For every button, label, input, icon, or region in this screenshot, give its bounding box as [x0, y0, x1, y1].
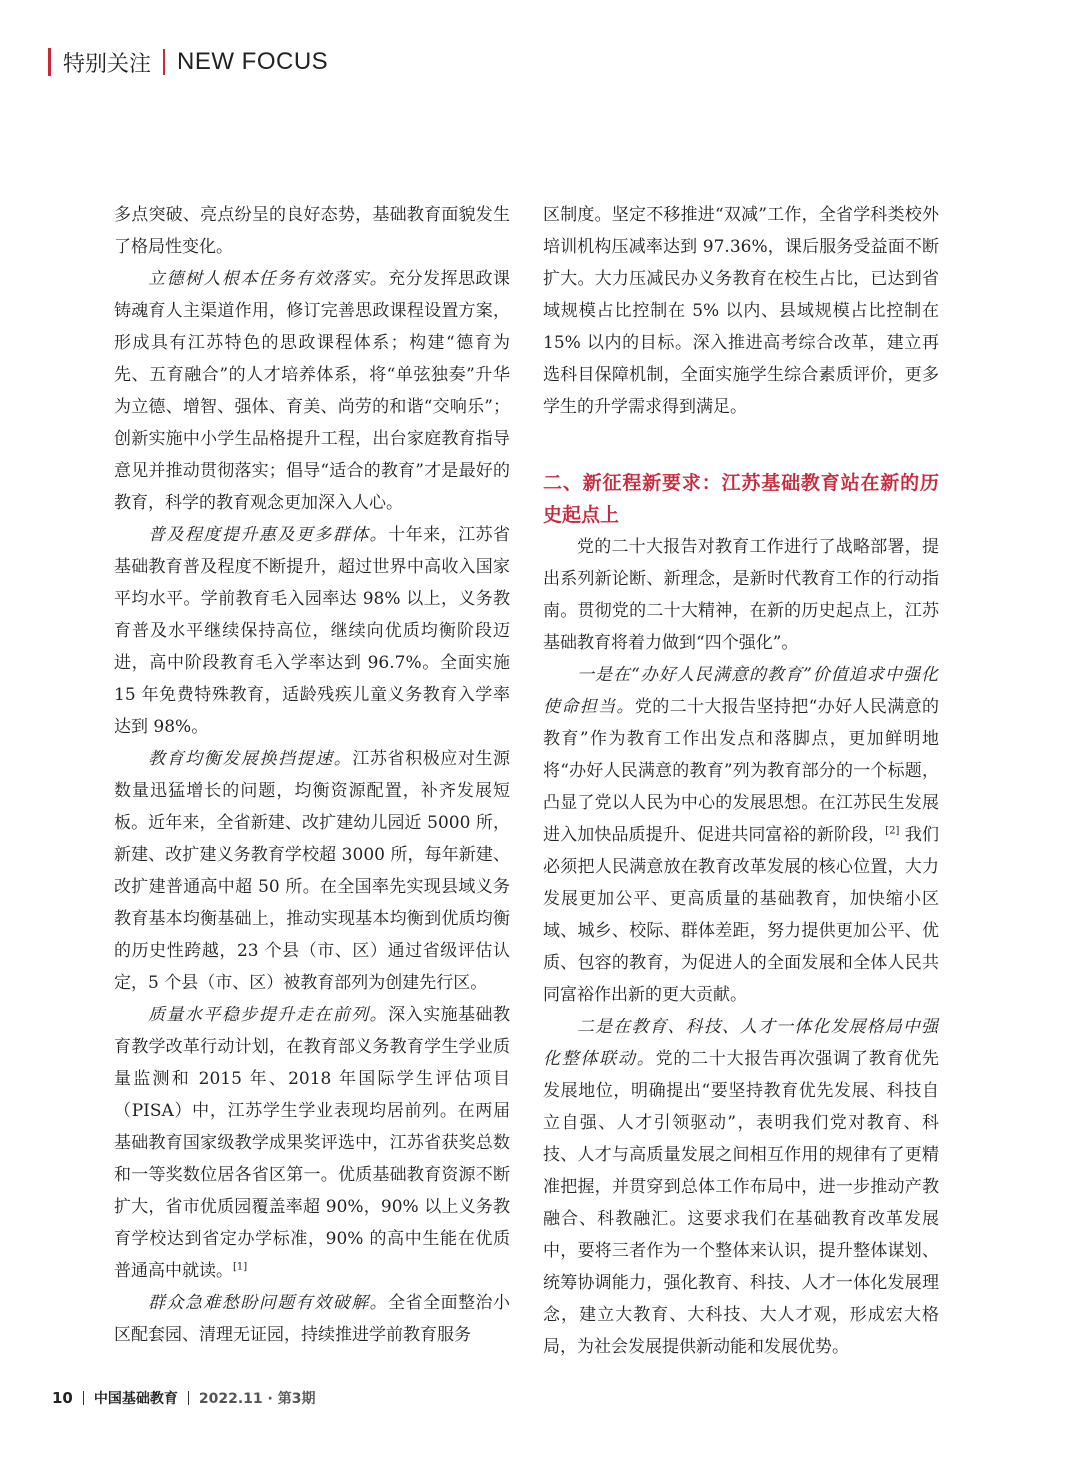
paragraph-body: 我们必须把人民满意放在教育改革发展的核心位置，大力发展更加公平、更高质量的基础教育，加快缩小区域、城乡、校际、群体差距，努力提供更加公平、优质、包容的教育，为促进人的全面发展和全体人民共同富裕作出新的更大贡献。: [543, 825, 939, 1005]
paragraph-body: 十年来，江苏省基础教育普及程度不断提升，超过世界中高收入国家平均水平。学前教育毛入园率达 98% 以上，义务教育普及水平继续保持高位，继续向优质均衡阶段迈进，高中阶段教育毛入学率达到 96.7%。全面实施 15 年免费特殊教育，适龄残疾儿童义务教育入学率达到 98%。: [114, 525, 511, 737]
paragraph: [114, 999, 510, 1287]
paragraph: [543, 1011, 939, 1363]
paragraph-body: 江苏省积极应对生源数量迅猛增长的问题，均衡资源配置，补齐发展短板。近年来，全省新建、改扩建幼儿园近 5000 所，新建、改扩建义务教育学校超 3000 所，每年新建、改扩建普通高中超 50 所。在全国率先实现县域义务教育基本均衡基础上，推动实现基本均衡到优质均衡的历史性跨越，23 个县（市、区）通过省级评估认定，5 个县（市、区）被教育部列为创建先行区。: [114, 749, 511, 993]
paragraph: [543, 659, 939, 1011]
paragraph-lead: 一是在“办好人民满意的教育”价值追求中强化使命担当。: [543, 665, 939, 717]
paragraph-lead: 教育均衡发展换挡提速。: [148, 749, 353, 769]
paragraph: 党的二十大报告对教育工作进行了战略部署，提出系列新论断、新理念，是新时代教育工作的行动指南。贯彻党的二十大精神，在新的历史起点上，江苏基础教育将着力做到“四个强化”。: [543, 537, 939, 653]
footnote-ref: [1]: [233, 1261, 248, 1273]
header-accent-bar: [48, 48, 51, 76]
paragraph-lead: 立德树人根本任务有效落实。: [148, 269, 389, 289]
paragraph-body: 党的二十大报告再次强调了教育优先发展地位，明确提出“要坚持教育优先发展、科技自立自强、人才引领驱动”，表明我们党对教育、科技、人才与高质量发展之间相互作用的规律有了更精准把握，并贯穿到总体工作布局中，进一步推动产教融合、科教融汇。这要求我们在基础教育改革发展中，要将三者作为一个整体来认识，提升整体谋划、统筹协调能力，强化教育、科技、人才一体化发展理念，建立大教育、大科技、大人才观，形成宏大格局，为社会发展提供新动能和发展优势。: [543, 1049, 940, 1357]
paragraph-body: 党的二十大报告坚持把“办好人民满意的教育”作为教育工作出发点和落脚点，更加鲜明地将“办好人民满意的教育”列为教育部分的一个标题，凸显了党以人民为中心的发展思想。在江苏民生发展进入加快品质提升、促进共同富裕的新阶段，: [543, 697, 939, 845]
paragraph-body: 充分发挥思政课铸魂育人主渠道作用，修订完善思政课程设置方案，形成具有江苏特色的思政课程体系；构建“德育为先、五育融合”的人才培养体系，将“单弦独奏”升华为立德、增智、强体、育美、尚劳的和谐“交响乐”；创新实施中小学生品格提升工程，出台家庭教育指导意见并推动贯彻落实；倡导“适合的教育”才是最好的教育，科学的教育观念更加深入人心。: [114, 269, 511, 513]
section-header: [48, 46, 328, 78]
paragraph: [114, 519, 510, 743]
paragraph-lead: 二是在教育、科技、人才一体化发展格局中强化整体联动。: [543, 1017, 939, 1069]
page-number: 10: [52, 1389, 73, 1407]
issue-info: 2022.11 · 第3期: [198, 1391, 316, 1407]
footer-separator: [188, 1391, 189, 1405]
section-title-en: NEW FOCUS: [177, 48, 329, 75]
right-column: [543, 199, 939, 1363]
paragraph-lead: 质量水平稳步提升走在前列。: [148, 1005, 389, 1025]
left-column: [114, 199, 510, 1351]
footer-separator: [83, 1391, 84, 1405]
header-separator: [163, 49, 165, 75]
paragraph: 多点突破、亮点纷呈的良好态势，基础教育面貌发生了格局性变化。: [114, 205, 510, 257]
footnote-ref: [2]: [885, 825, 900, 837]
paragraph-lead: 普及程度提升惠及更多群体。: [148, 525, 389, 545]
paragraph-body: 全省全面整治小区配套园、清理无证园，持续推进学前教育服务: [114, 1293, 511, 1345]
section-heading: 二、新征程新要求：江苏基础教育站在新的历史起点上: [543, 472, 939, 526]
section-title-zh: 特别关注: [63, 51, 152, 77]
paragraph: [114, 263, 510, 519]
paragraph-lead: 群众急难愁盼问题有效破解。: [148, 1293, 389, 1313]
paragraph: [114, 743, 510, 999]
paragraph: [114, 1287, 510, 1351]
paragraph-body: 深入实施基础教育教学改革行动计划，在教育部义务教育学生学业质量监测和 2015 年、2018 年国际学生评估项目（PISA）中，江苏学生学业表现均居前列。在两届基础教育国家级教学成果奖评选中，江苏省获奖总数和一等奖数位居各省区第一。优质基础教育资源不断扩大，省市优质园覆盖率超 90%，90% 以上义务教育学校达到省定办学标准，90% 的高中生能在优质普通高中就读。: [114, 1005, 511, 1281]
magazine-title: 中国基础教育: [93, 1391, 178, 1407]
paragraph: 区制度。坚定不移推进“双减”工作，全省学科类校外培训机构压减率达到 97.36%，课后服务受益面不断扩大。大力压减民办义务教育在校生占比，已达到省域规模占比控制在 5% 以内、县域规模占比控制在 15% 以内的目标。深入推进高考综合改革，建立再选科目保障机制，全面实施学生综合素质评价，更多学生的升学需求得到满足。: [543, 205, 939, 417]
page-footer: [52, 1388, 315, 1408]
